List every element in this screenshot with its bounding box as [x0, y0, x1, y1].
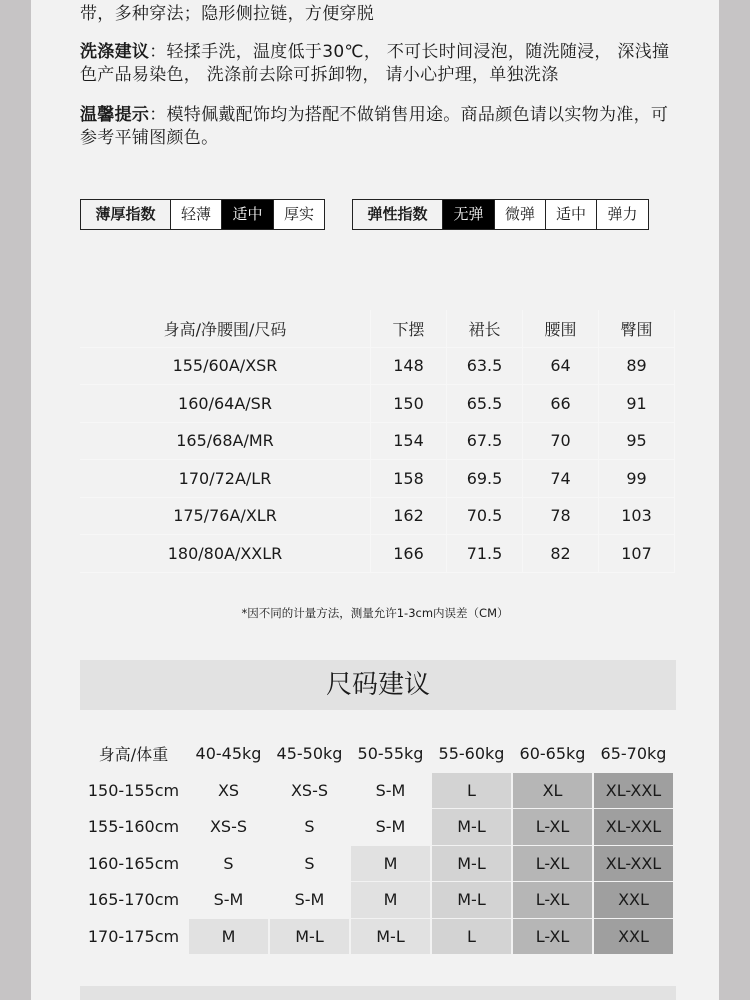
table-cell: L-XL [513, 846, 592, 882]
table-cell: 66 [523, 385, 599, 423]
table-cell: 99 [599, 460, 675, 498]
table-cell: 74 [523, 460, 599, 498]
table-cell: 155-160cm [80, 809, 187, 845]
table-cell: 150-155cm [80, 773, 187, 809]
table-cell: 64 [523, 348, 599, 386]
table-cell: M-L [432, 846, 511, 882]
table-cell: 155/60A/XSR [80, 348, 371, 386]
elasticity-option-stretch: 弹力 [597, 200, 648, 229]
table-cell: S-M [351, 809, 430, 845]
table-cell: XL-XXL [594, 773, 673, 809]
size-header-size: 身高/净腰围/尺码 [80, 310, 371, 348]
size-chart-table [80, 310, 675, 573]
table-cell: XS-S [189, 809, 268, 845]
table-row [80, 498, 675, 536]
table-row [80, 846, 673, 882]
table-cell: XS-S [270, 773, 349, 809]
table-cell: 65.5 [447, 385, 523, 423]
thickness-label: 薄厚指数 [81, 200, 171, 229]
measurement-note: *因不同的计量方法，测量允许1-3cm内误差（CM） [241, 606, 509, 620]
table-cell: M [351, 882, 430, 918]
size-chart-header-row [80, 310, 675, 348]
feature-text: 带，多种穿法；隐形侧拉链，方便穿脱 [80, 4, 375, 24]
table-cell: L [432, 773, 511, 809]
recommend-header-cell: 身高/体重 [80, 736, 187, 772]
table-cell: 170/72A/LR [80, 460, 371, 498]
table-cell: 70.5 [447, 498, 523, 536]
warm-tip [80, 104, 680, 150]
table-cell: M [189, 919, 268, 955]
elasticity-option-slight: 微弹 [495, 200, 546, 229]
table-row [80, 882, 673, 918]
table-row [80, 919, 673, 955]
wash-advice [80, 41, 680, 87]
table-cell: 69.5 [447, 460, 523, 498]
table-cell: 70 [523, 423, 599, 461]
recommend-header-row [80, 736, 673, 772]
table-cell: M-L [432, 882, 511, 918]
table-cell: XL-XXL [594, 809, 673, 845]
feature-line [80, 3, 680, 26]
table-cell: 160-165cm [80, 846, 187, 882]
size-header-hem: 下摆 [371, 310, 447, 348]
size-recommendation-table [78, 735, 675, 955]
recommend-header-cell: 60-65kg [513, 736, 592, 772]
table-cell: S-M [351, 773, 430, 809]
size-header-hip: 臀围 [599, 310, 675, 348]
size-header-length: 裙长 [447, 310, 523, 348]
thickness-index [80, 199, 325, 230]
table-cell: 63.5 [447, 348, 523, 386]
recommend-header-cell: 50-55kg [351, 736, 430, 772]
recommend-header-cell: 45-50kg [270, 736, 349, 772]
table-cell: XS [189, 773, 268, 809]
table-cell: 103 [599, 498, 675, 536]
table-row [80, 809, 673, 845]
table-cell: 150 [371, 385, 447, 423]
recommend-header-cell: 40-45kg [189, 736, 268, 772]
product-detail-page [31, 0, 719, 1000]
table-cell: 160/64A/SR [80, 385, 371, 423]
size-advice-title: 尺码建议 [80, 660, 676, 710]
table-cell: 78 [523, 498, 599, 536]
table-row [80, 535, 675, 573]
table-row [80, 348, 675, 386]
table-cell: M-L [351, 919, 430, 955]
elasticity-index [352, 199, 649, 230]
size-header-waist: 腰围 [523, 310, 599, 348]
table-cell: 170-175cm [80, 919, 187, 955]
table-cell: 154 [371, 423, 447, 461]
table-cell: 180/80A/XXLR [80, 535, 371, 573]
table-row [80, 423, 675, 461]
table-cell: 91 [599, 385, 675, 423]
table-cell: L-XL [513, 882, 592, 918]
table-cell: XL-XXL [594, 846, 673, 882]
table-cell: 162 [371, 498, 447, 536]
table-cell: XXL [594, 919, 673, 955]
table-cell: 71.5 [447, 535, 523, 573]
table-cell: S-M [270, 882, 349, 918]
table-cell: M-L [270, 919, 349, 955]
table-cell: XXL [594, 882, 673, 918]
table-cell: M-L [432, 809, 511, 845]
elasticity-label: 弹性指数 [353, 200, 443, 229]
thickness-option-thick: 厚实 [274, 200, 324, 229]
table-cell: 148 [371, 348, 447, 386]
thickness-option-medium: 适中 [222, 200, 274, 229]
elasticity-option-none: 无弹 [443, 200, 495, 229]
table-cell: S [270, 846, 349, 882]
tip-label: 温馨提示 [80, 105, 150, 125]
elasticity-option-medium: 适中 [546, 200, 597, 229]
recommend-header-cell: 65-70kg [594, 736, 673, 772]
recommend-header-cell: 55-60kg [432, 736, 511, 772]
table-cell: 166 [371, 535, 447, 573]
table-row [80, 385, 675, 423]
table-cell: 95 [599, 423, 675, 461]
table-cell: 175/76A/XLR [80, 498, 371, 536]
table-row [80, 460, 675, 498]
wash-text: ：轻揉手洗，温度低于30℃， 不可长时间浸泡，随洗随浸， 深浅撞色产品易染色， 洗涤前去除可拆卸物， 请小心护理，单独洗涤 [80, 42, 670, 85]
table-cell: 165-170cm [80, 882, 187, 918]
wash-label: 洗涤建议 [80, 42, 150, 62]
table-cell: XL [513, 773, 592, 809]
table-cell: S [189, 846, 268, 882]
tip-text: ：模特佩戴配饰均为搭配不做销售用途。商品颜色请以实物为准，可参考平铺图颜色。 [80, 105, 669, 148]
table-cell: L [432, 919, 511, 955]
table-cell: L-XL [513, 919, 592, 955]
table-row [80, 773, 673, 809]
table-cell: 107 [599, 535, 675, 573]
thickness-option-light: 轻薄 [171, 200, 222, 229]
table-cell: M [351, 846, 430, 882]
table-cell: 89 [599, 348, 675, 386]
table-cell: 82 [523, 535, 599, 573]
table-cell: 67.5 [447, 423, 523, 461]
table-cell: 165/68A/MR [80, 423, 371, 461]
table-cell: L-XL [513, 809, 592, 845]
table-cell: S [270, 809, 349, 845]
table-cell: S-M [189, 882, 268, 918]
next-section-bar [80, 986, 676, 1000]
table-cell: 158 [371, 460, 447, 498]
